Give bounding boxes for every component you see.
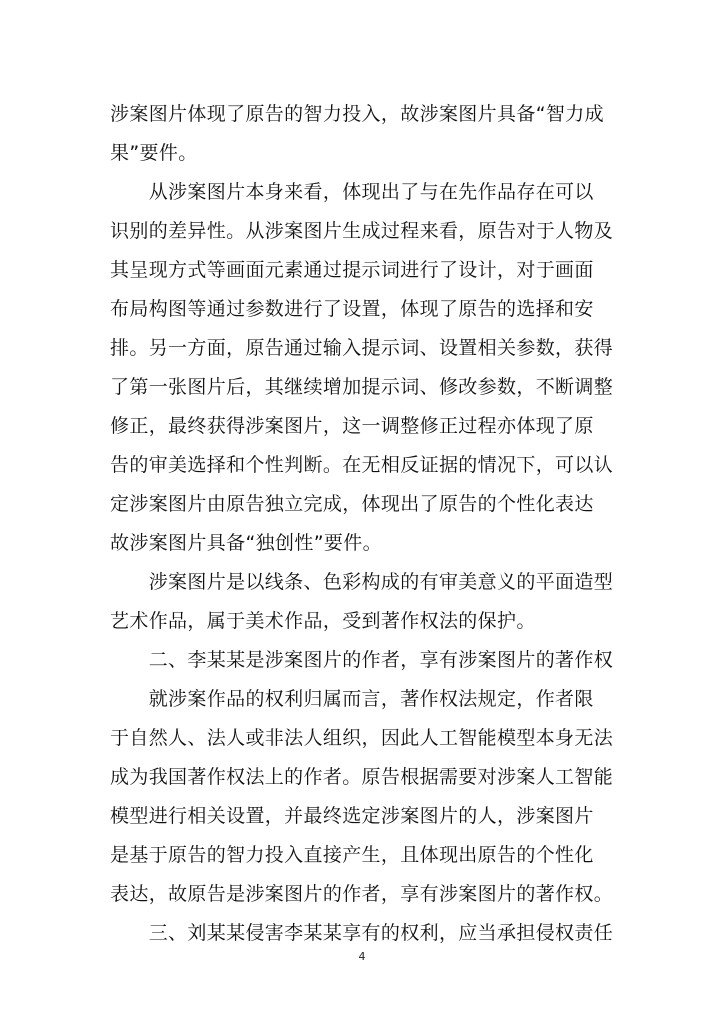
text-line: 了第一张图片后，其继续增加提示词、修改参数，不断调整 [110, 376, 614, 398]
page-number: 4 [358, 950, 366, 963]
text-line: 成为我国著作权法上的作者。原告根据需要对涉案人工智能 [110, 766, 614, 788]
text-line: 修正，最终获得涉案图片，这一调整修正过程亦体现了原 [110, 415, 594, 437]
text-line: 艺术作品，属于美术作品，受到著作权法的保护。 [110, 610, 536, 632]
text-line: 排。另一方面，原告通过输入提示词、设置相关参数，获得 [110, 337, 614, 359]
text-line: 就涉案作品的权利归属而言，著作权法规定，作者限 [110, 688, 594, 710]
text-line: 表达，故原告是涉案图片的作者，享有涉案图片的著作权。 [110, 883, 614, 905]
text-line: 果”要件。 [110, 142, 198, 164]
text-line: 布局构图等通过参数进行了设置，体现了原告的选择和安 [110, 298, 594, 320]
text-line: 识别的差异性。从涉案图片生成过程来看，原告对于人物及 [110, 220, 614, 242]
text-line: 涉案图片体现了原告的智力投入，故涉案图片具备“智力成 [110, 103, 604, 125]
text-line: 其呈现方式等画面元素通过提示词进行了设计，对于画面 [110, 259, 594, 281]
section-heading: 二、李某某是涉案图片的作者，享有涉案图片的著作权 [110, 649, 614, 671]
text-line: 从涉案图片本身来看，体现出了与在先作品存在可以 [110, 181, 594, 203]
text-line: 故涉案图片具备“独创性”要件。 [110, 532, 382, 554]
text-line: 于自然人、法人或非法人组织，因此人工智能模型本身无法 [110, 727, 614, 749]
text-line: 涉案图片是以线条、色彩构成的有审美意义的平面造型 [110, 571, 614, 593]
section-heading: 三、刘某某侵害李某某享有的权利，应当承担侵权责任 [110, 922, 614, 944]
text-line: 模型进行相关设置，并最终选定涉案图片的人，涉案图片 [110, 805, 594, 827]
text-line: 定涉案图片由原告独立完成，体现出了原告的个性化表达 [110, 493, 594, 515]
text-line: 告的审美选择和个性判断。在无相反证据的情况下，可以认 [110, 454, 614, 476]
text-line: 是基于原告的智力投入直接产生，且体现出原告的个性化 [110, 844, 594, 866]
